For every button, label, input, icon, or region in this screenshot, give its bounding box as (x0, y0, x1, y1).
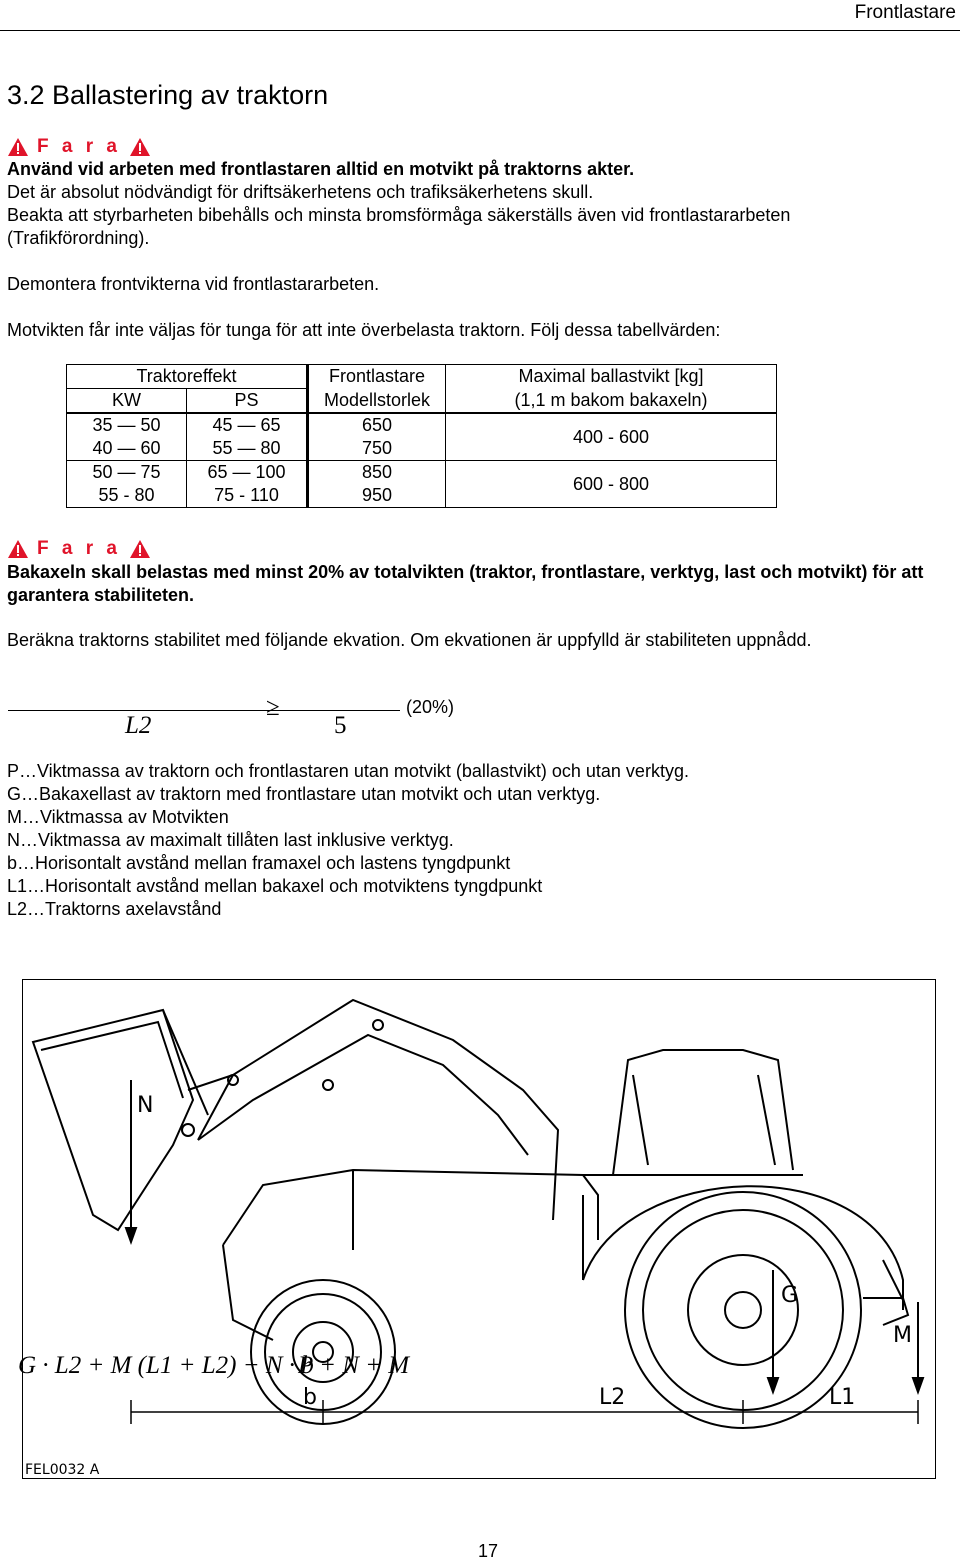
cell-model: 850 (308, 461, 446, 485)
tractor-figure (22, 979, 936, 1479)
col-header-max-2: (1,1 m bakom bakaxeln) (446, 389, 777, 414)
col-header-front: Frontlastare (308, 365, 446, 389)
warning-line: Det är absolut nödvändigt för driftsäkerhetens och trafiksäkerhetens skull. (7, 182, 594, 202)
col-header-max: Maximal ballastvikt [kg] (446, 365, 777, 389)
warning-word: F a r a (37, 538, 121, 559)
figure-code: FEL0032 A (25, 1462, 100, 1478)
fraction-bar (8, 710, 400, 711)
ballast-table (66, 364, 777, 508)
label-m: M (893, 1323, 912, 1348)
warning-triangle-icon (129, 137, 151, 157)
cell-ps: 75 - 110 (187, 484, 308, 508)
running-header: Frontlastare (854, 2, 956, 23)
paragraph-berakna: Beräkna traktorns stabilitet med följande ekvation. Om ekvationen är uppfylld är stabiliteten uppnådd. (7, 630, 812, 650)
label-n: N (137, 1093, 154, 1118)
warning-triangle-icon (7, 539, 29, 559)
legend-item: N…Viktmassa av maximalt tillåten last inklusive verktyg. (7, 830, 454, 850)
variable-legend (7, 760, 689, 921)
header-rule (0, 30, 960, 31)
col-header-front-2: Modellstorlek (308, 389, 446, 414)
cell-ps: 45 — 65 (187, 413, 308, 437)
label-g: G (781, 1283, 799, 1308)
warning-line: Beakta att styrbarheten bibehålls och minsta bromsförmåga säkerställs även vid frontlastararbeten (7, 205, 791, 225)
warning-triangle-icon (7, 137, 29, 157)
tractor-drawing (23, 980, 935, 1478)
cell-kw: 50 — 75 (67, 461, 187, 485)
legend-item: G…Bakaxellast av traktorn med frontlastare utan motvikt och utan verktyg. (7, 784, 601, 804)
formula-numerator-right: P + N + M (298, 1352, 410, 1379)
cell-ballast: 400 - 600 (446, 413, 777, 461)
page-number: 17 (478, 1541, 499, 1561)
cell-ps: 65 — 100 (187, 461, 308, 485)
label-l2: L2 (599, 1385, 626, 1410)
cell-ballast: 600 - 800 (446, 461, 777, 508)
col-header-effekt: Traktoreffekt (67, 365, 308, 389)
legend-item: L1…Horisontalt avstånd mellan bakaxel och motviktens tyngdpunkt (7, 876, 543, 896)
formula-relation: ≥ (266, 694, 280, 721)
warning-text-2: Bakaxeln skall belastas med minst 20% av totalvikten (traktor, frontlastare, verktyg, last och motvikt) för att garantera stabiliteten. (7, 562, 924, 605)
cell-model: 950 (308, 484, 446, 508)
warning-line: (Trafikförordning). (7, 228, 150, 248)
cell-model: 650 (308, 413, 446, 437)
paragraph-motvikt: Motvikten får inte väljas för tunga för att inte överbelasta traktorn. Följ dessa tabellvärden: (7, 320, 721, 340)
formula-denominator-right: 5 (334, 712, 347, 739)
cell-kw: 40 — 60 (67, 437, 187, 461)
cell-kw: 55 - 80 (67, 484, 187, 508)
cell-ps: 55 — 80 (187, 437, 308, 461)
cell-model: 750 (308, 437, 446, 461)
formula-percent: (20%) (406, 697, 455, 717)
label-l1: L1 (829, 1385, 856, 1410)
warning-bold-line: Använd vid arbeten med frontlastaren alltid en motvikt på traktorns akter. (7, 159, 635, 179)
col-header-ps: PS (187, 389, 308, 414)
warning-triangle-icon (129, 539, 151, 559)
legend-item: L2…Traktorns axelavstånd (7, 899, 222, 919)
legend-item: M…Viktmassa av Motvikten (7, 807, 229, 827)
section-title: 3.2 Ballastering av traktorn (7, 80, 329, 110)
warning-label-2 (7, 538, 151, 560)
formula-denominator-left: L2 (125, 712, 152, 739)
paragraph-demontera: Demontera frontvikterna vid frontlastararbeten. (7, 274, 380, 294)
cell-kw: 35 — 50 (67, 413, 187, 437)
label-b: b (303, 1385, 317, 1410)
col-header-kw: KW (67, 389, 187, 414)
warning-text-1 (7, 158, 957, 250)
warning-label-1 (7, 136, 151, 158)
legend-item: P…Viktmassa av traktorn och frontlastaren utan motvikt (ballastvikt) och utan verktyg. (7, 761, 689, 781)
formula-numerator-left: G · L2 + M (L1 + L2) − N · b (18, 1352, 314, 1379)
warning-word: F a r a (37, 136, 121, 157)
legend-item: b…Horisontalt avstånd mellan framaxel och lastens tyngdpunkt (7, 853, 511, 873)
